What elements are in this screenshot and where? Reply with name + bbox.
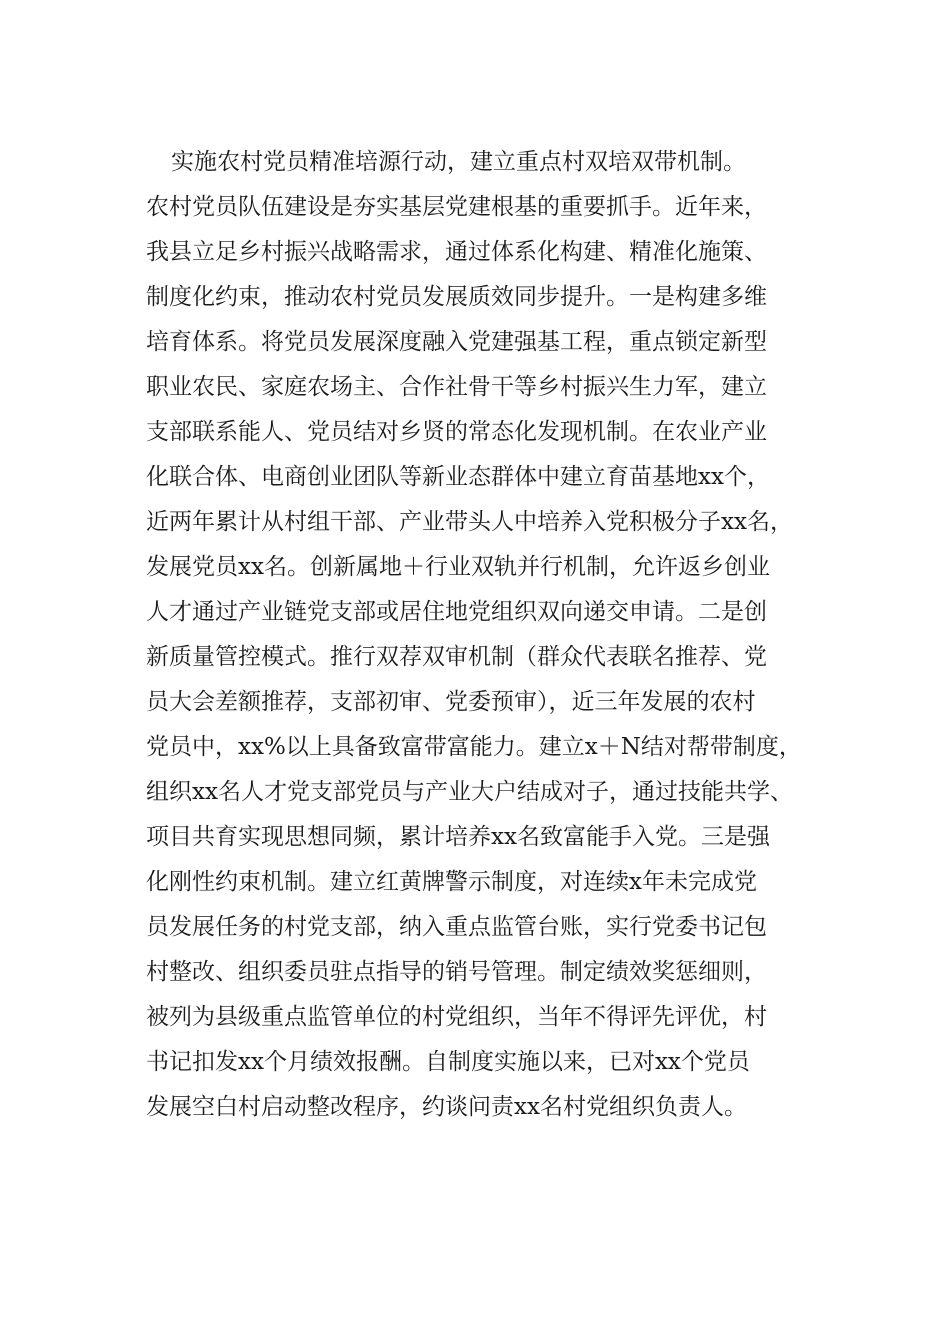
paragraph-line-16: 项目共育实现思想同频，累计培养xx名致富能手入党。三是强	[146, 824, 770, 850]
paragraph-line-11: 人才通过产业链党支部或居住地党组织双向递交申请。二是创	[146, 599, 767, 625]
paragraph-line-10: 发展党员xx名。创新属地＋行业双轨并行机制，允许返乡创业	[146, 554, 770, 580]
paragraph-line-3: 我县立足乡村振兴战略需求，通过体系化构建、精准化施策、	[146, 239, 767, 265]
paragraph-line-1: 实施农村党员精准培源行动，建立重点村双培双带机制。	[171, 149, 746, 175]
paragraph-line-20: 被列为县级重点监管单位的村党组织，当年不得评先评优，村	[146, 1004, 767, 1030]
paragraph-line-15: 组织xx名人才党支部党员与产业大户结成对子，通过技能共学、	[146, 779, 793, 805]
paragraph-line-5: 培育体系。将党员发展深度融入党建强基工程，重点锁定新型	[146, 329, 767, 355]
paragraph-line-9: 近两年累计从村组干部、产业带头人中培养入党积极分子xx名，	[146, 509, 793, 535]
paragraph-line-8: 化联合体、电商创业团队等新业态群体中建立育苗基地xx个，	[146, 464, 770, 490]
body-paragraph	[146, 140, 826, 1130]
paragraph-line-22: 发展空白村启动整改程序，约谈问责xx名村党组织负责人。	[146, 1094, 747, 1120]
paragraph-line-13: 员大会差额推荐，支部初审、党委预审），近三年发展的农村	[146, 689, 756, 715]
paragraph-line-17: 化刚性约束机制。建立红黄牌警示制度，对连续x年未完成党	[146, 869, 757, 895]
paragraph-line-2: 农村党员队伍建设是夯实基层党建根基的重要抓手。近年来，	[146, 194, 767, 220]
paragraph-line-4: 制度化约束，推动农村党员发展质效同步提升。一是构建多维	[146, 284, 767, 310]
paragraph-line-12: 新质量管控模式。推行双荐双审机制（群众代表联名推荐、党	[146, 644, 767, 670]
paragraph-line-21: 书记扣发xx个月绩效报酬。自制度实施以来，已对xx个党员	[146, 1049, 750, 1075]
paragraph-line-18: 员发展任务的村党支部，纳入重点监管台账，实行党委书记包	[146, 914, 767, 940]
paragraph-line-6: 职业农民、家庭农场主、合作社骨干等乡村振兴生力军，建立	[146, 374, 767, 400]
paragraph-line-7: 支部联系能人、党员结对乡贤的常态化发现机制。在农业产业	[146, 419, 767, 445]
paragraph-line-14: 党员中，xx%以上具备致富带富能力。建立x＋N结对帮带制度，	[146, 734, 802, 760]
paragraph-line-19: 村整改、组织委员驻点指导的销号管理。制定绩效奖惩细则，	[146, 959, 767, 985]
